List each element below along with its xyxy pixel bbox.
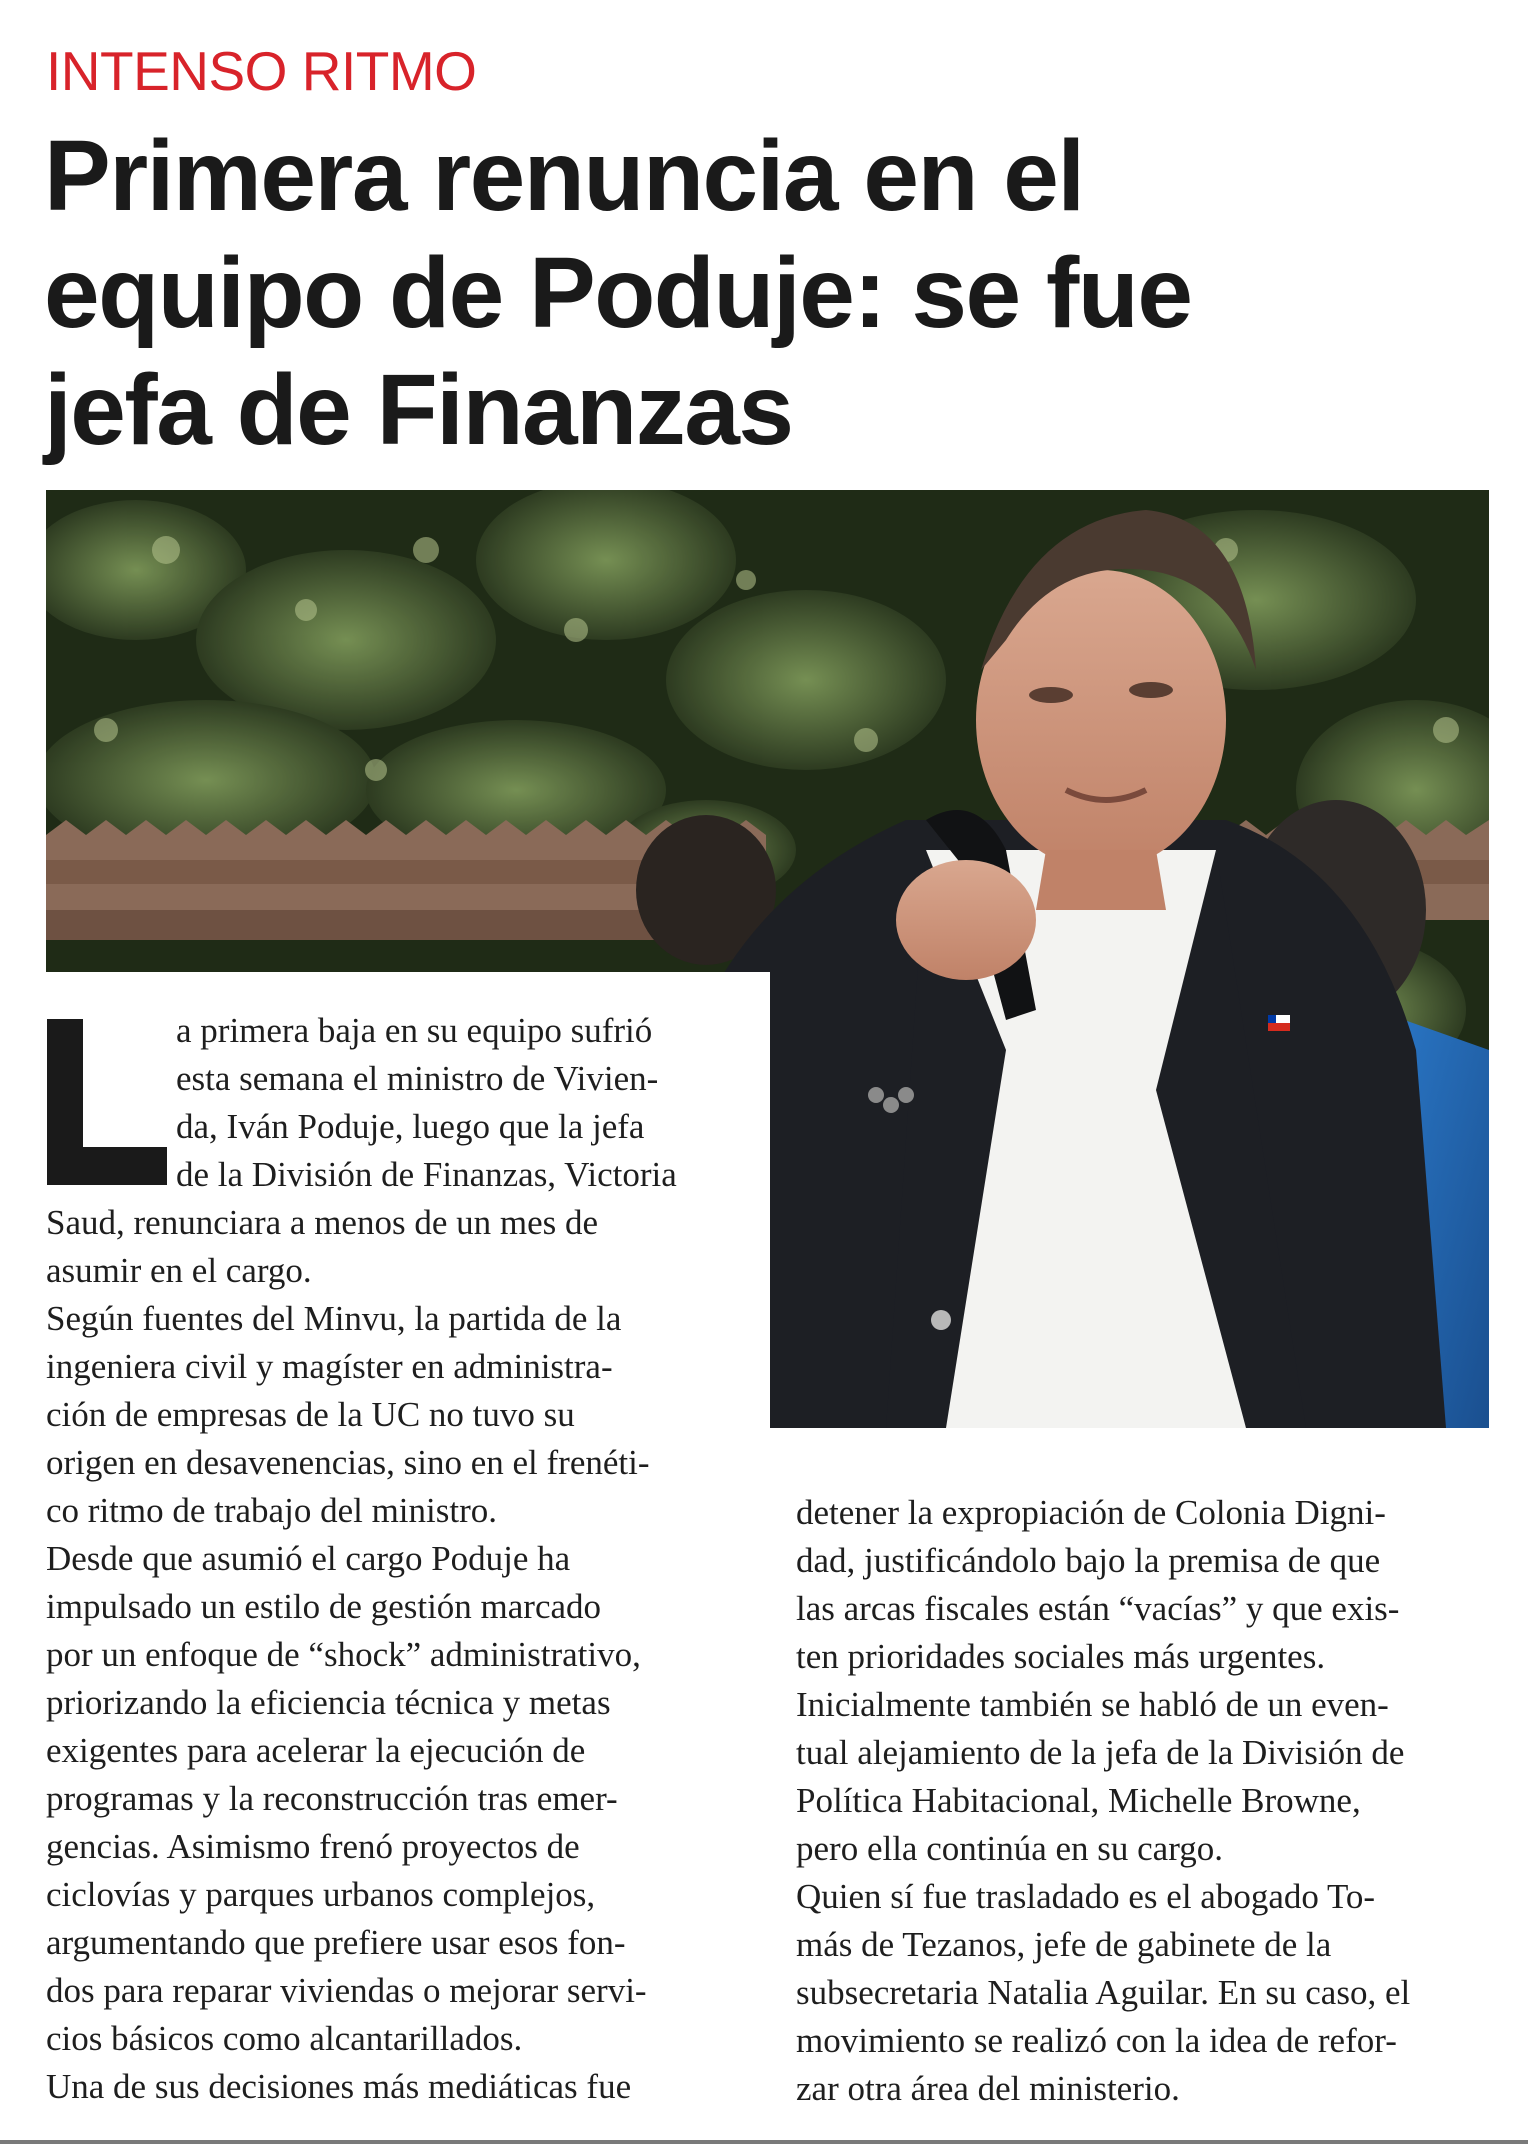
body-line: asumir en el cargo. — [46, 1251, 312, 1290]
body-line: más de Tezanos, jefe de gabinete de la — [796, 1925, 1332, 1964]
article-column-1 — [46, 1007, 677, 2111]
body-line: impulsado un estilo de gestión marcado — [46, 1587, 602, 1626]
body-line: por un enfoque de “shock” administrativo, — [46, 1635, 641, 1674]
body-line: Quien sí fue trasladado es el abogado To- — [796, 1877, 1376, 1916]
body-line: a primera baja en su equipo sufrió — [176, 1011, 653, 1050]
article-column-2 — [796, 1489, 1410, 2113]
body-line: Saud, renunciara a menos de un mes de — [46, 1203, 599, 1242]
body-line: programas y la reconstrucción tras emer- — [46, 1779, 618, 1818]
body-line: las arcas fiscales están “vacías” y que exis- — [796, 1589, 1400, 1628]
body-line: detener la expropiación de Colonia Digni- — [796, 1493, 1386, 1532]
section-kicker: INTENSO RITMO — [46, 40, 477, 102]
body-line: ción de empresas de la UC no tuvo su — [46, 1395, 575, 1434]
body-line: da, Iván Poduje, luego que la jefa — [176, 1107, 645, 1146]
body-line: exigentes para acelerar la ejecución de — [46, 1731, 586, 1770]
body-line: argumentando que prefiere usar esos fon- — [46, 1923, 626, 1962]
body-line: Según fuentes del Minvu, la partida de la — [46, 1299, 622, 1338]
body-line: dad, justificándolo bajo la premisa de que — [796, 1541, 1381, 1580]
body-line: dos para reparar viviendas o mejorar servi- — [46, 1971, 647, 2010]
body-line: ten prioridades sociales más urgentes. — [796, 1637, 1326, 1676]
body-line: Desde que asumió el cargo Poduje ha — [46, 1539, 571, 1578]
body-line: movimiento se realizó con la idea de refor- — [796, 2021, 1397, 2060]
chile-flag-pin-icon — [1268, 1015, 1290, 1031]
body-line: ciclovías y parques urbanos complejos, — [46, 1875, 596, 1914]
body-line: zar otra área del ministerio. — [796, 2069, 1180, 2108]
bottom-divider — [0, 2140, 1528, 2144]
headline-line: jefa de Finanzas — [44, 354, 793, 466]
body-line: subsecretaria Natalia Aguilar. En su caso, el — [796, 1973, 1411, 2012]
body-line: cios básicos como alcantarillados. — [46, 2019, 523, 2058]
body-line: Política Habitacional, Michelle Browne, — [796, 1781, 1361, 1820]
headline-line: equipo de Poduje: se fue — [44, 237, 1192, 349]
body-line: gencias. Asimismo frenó proyectos de — [46, 1827, 580, 1866]
body-line: priorizando la eficiencia técnica y metas — [46, 1683, 611, 1722]
body-line: origen en desavenencias, sino en el frenéti- — [46, 1443, 650, 1482]
body-line: Una de sus decisiones más mediáticas fue — [46, 2067, 632, 2106]
body-line: tual alejamiento de la jefa de la División de — [796, 1733, 1405, 1772]
body-line: Inicialmente también se habló de un even- — [796, 1685, 1389, 1724]
body-line: de la División de Finanzas, Victoria — [176, 1155, 677, 1194]
article-headline — [44, 118, 1484, 469]
body-line: esta semana el ministro de Vivien- — [176, 1059, 659, 1098]
headline-line: Primera renuncia en el — [44, 120, 1084, 232]
body-line: pero ella continúa en su cargo. — [796, 1829, 1223, 1868]
body-line: ingeniera civil y magíster en administra- — [46, 1347, 613, 1386]
body-line: co ritmo de trabajo del ministro. — [46, 1491, 498, 1530]
